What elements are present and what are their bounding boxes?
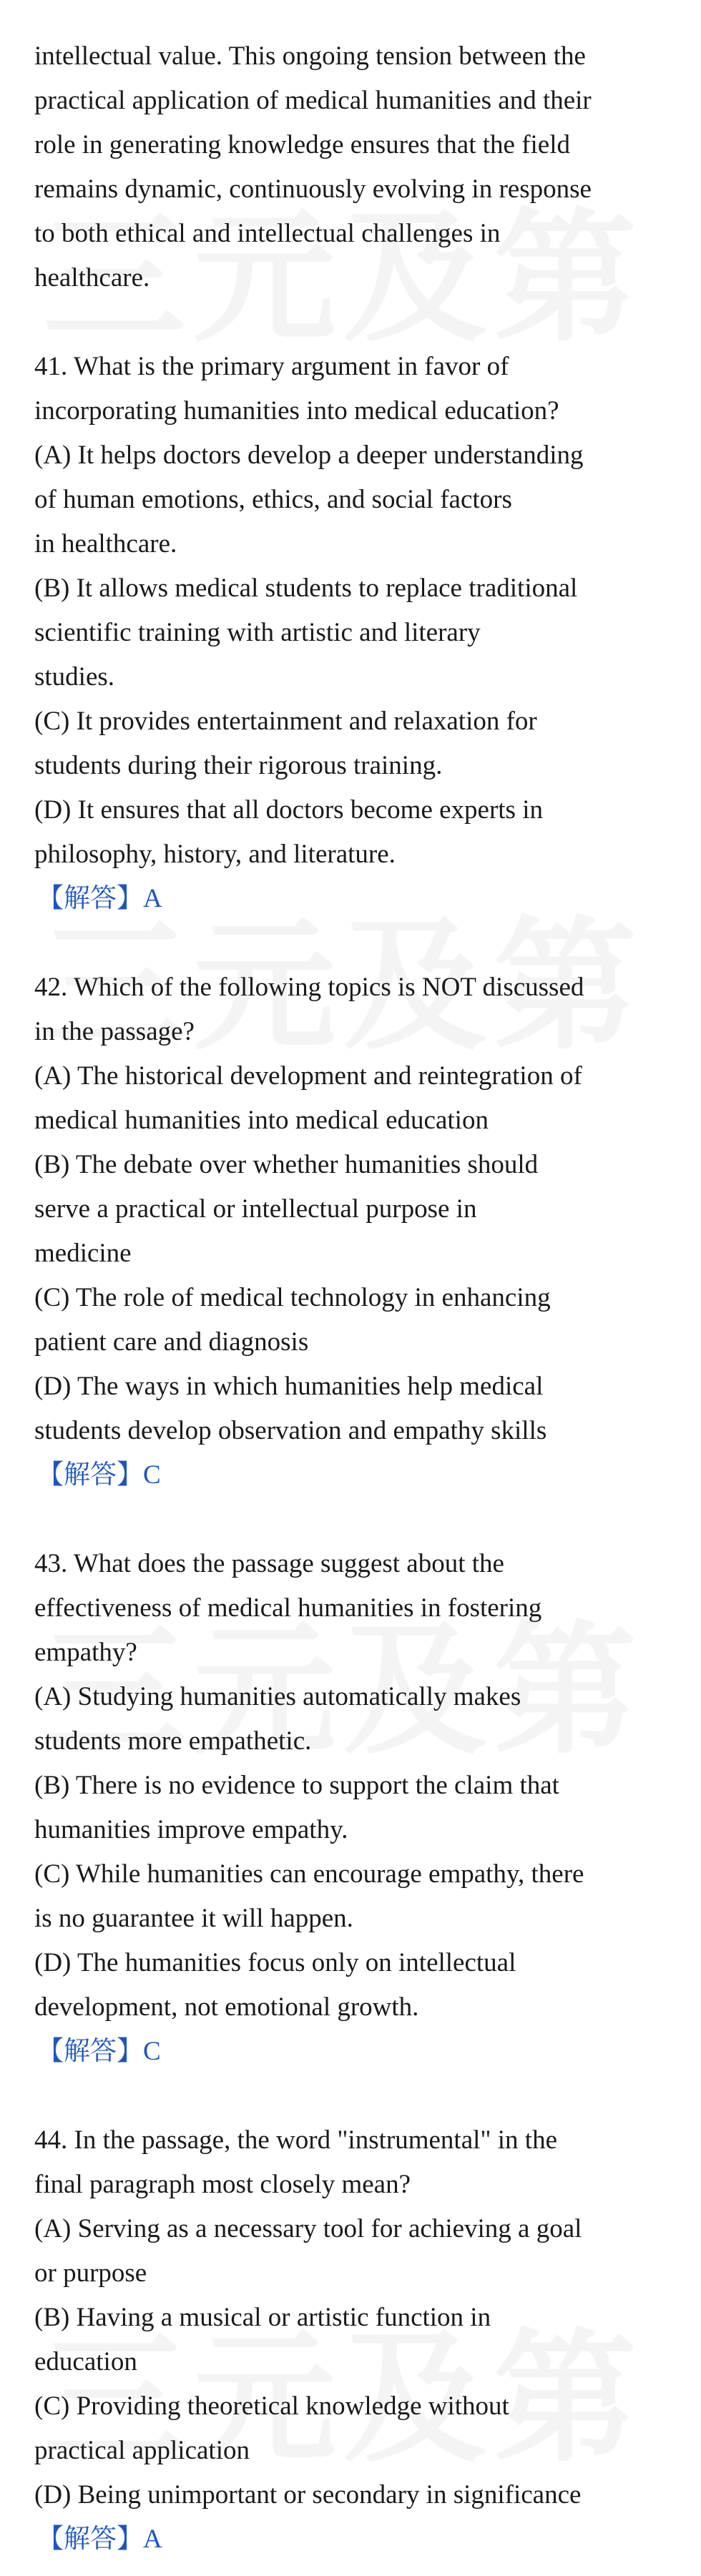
question-text-line: (D) Being unimportant or secondary in significance (34, 2480, 582, 2509)
question-text-line: (C) While humanities can encourage empathy, there (34, 1859, 584, 1889)
question-text-line: is no guarantee it will happen. (34, 1904, 353, 1933)
question-stem: 44. In the passage, the word "instrumental" in the (34, 2125, 557, 2155)
question-text-line: of human emotions, ethics, and social factors (34, 485, 512, 514)
question-text-line: (C) The role of medical technology in enhancing (34, 1283, 551, 1312)
question-text-line: (B) There is no evidence to support the claim that (34, 1771, 559, 1800)
question-text-line: (D) It ensures that all doctors become experts in (34, 795, 543, 825)
question-text-line: education (34, 2347, 137, 2376)
question-text-line: final paragraph most closely mean? (34, 2170, 411, 2199)
text-line: healthcare. (34, 263, 150, 292)
question-text-line: medicine (34, 1239, 132, 1268)
question-stem: 42. Which of the following topics is NOT discussed (34, 973, 584, 1002)
question-text-line: students develop observation and empathy skills (34, 1416, 547, 1445)
question-text-line: practical application (34, 2436, 250, 2465)
text-line: intellectual value. This ongoing tension between the (34, 41, 586, 71)
question-text-line: effectiveness of medical humanities in fostering (34, 1593, 542, 1623)
question-stem: 41. What is the primary argument in favor of (34, 352, 509, 381)
question-block (34, 2118, 671, 2562)
question-text-line: studies. (34, 662, 115, 692)
text-line: to both ethical and intellectual challenges in (34, 219, 501, 248)
question-text-line: (C) Providing theoretical knowledge without (34, 2391, 509, 2421)
question-text-line: (C) It provides entertainment and relaxation for (34, 707, 537, 736)
question-text-line: (B) The debate over whether humanities should (34, 1150, 539, 1179)
question-text-line: students more empathetic. (34, 1726, 312, 1756)
question-text-line: students during their rigorous training. (34, 751, 443, 780)
question-text-line: (B) It allows medical students to replace traditional (34, 574, 578, 603)
question-text-line: or purpose (34, 2258, 147, 2288)
question-block (34, 1542, 671, 2074)
question-list (34, 345, 671, 2562)
question-text-line: serve a practical or intellectual purpose in (34, 1194, 477, 1224)
question-text-line: medical humanities into medical education (34, 1106, 489, 1135)
document-body (34, 34, 671, 2562)
question-text-line: scientific training with artistic and literary (34, 618, 481, 647)
question-text-line: development, not emotional growth. (34, 1992, 419, 2022)
question-text-line: (A) Studying humanities automatically makes (34, 1682, 521, 1711)
question-stem: 43. What does the passage suggest about the (34, 1549, 504, 1578)
question-text-line: patient care and diagnosis (34, 1327, 309, 1357)
question-text-line: (A) It helps doctors develop a deeper understanding (34, 441, 584, 470)
question-text-line: (D) The humanities focus only on intellectual (34, 1948, 516, 1977)
answer-label: 【解答】C (37, 1460, 161, 1490)
text-line: remains dynamic, continuously evolving in response (34, 174, 592, 204)
question-text-line: humanities improve empathy. (34, 1815, 348, 1844)
text-line: practical application of medical humanities and their (34, 86, 592, 115)
text-line: role in generating knowledge ensures that the field (34, 130, 570, 159)
question-text-line: empathy? (34, 1638, 137, 1667)
answer-label: 【解答】A (37, 2525, 162, 2554)
question-text-line: in the passage? (34, 1017, 195, 1046)
question-text-line: (B) Having a musical or artistic function in (34, 2303, 491, 2332)
question-text-line: in healthcare. (34, 529, 177, 559)
question-block (34, 965, 671, 1498)
question-block (34, 345, 671, 921)
question-text-line: (D) The ways in which humanities help medical (34, 1372, 544, 1401)
question-text-line: incorporating humanities into medical education? (34, 396, 559, 426)
question-text-line: (A) The historical development and reintegration of (34, 1061, 582, 1091)
question-text-line: (A) Serving as a necessary tool for achieving a goal (34, 2214, 582, 2243)
intro-paragraph (34, 34, 671, 300)
answer-label: 【解答】C (37, 2037, 161, 2066)
answer-label: 【解答】A (37, 884, 162, 913)
question-text-line: philosophy, history, and literature. (34, 840, 396, 869)
